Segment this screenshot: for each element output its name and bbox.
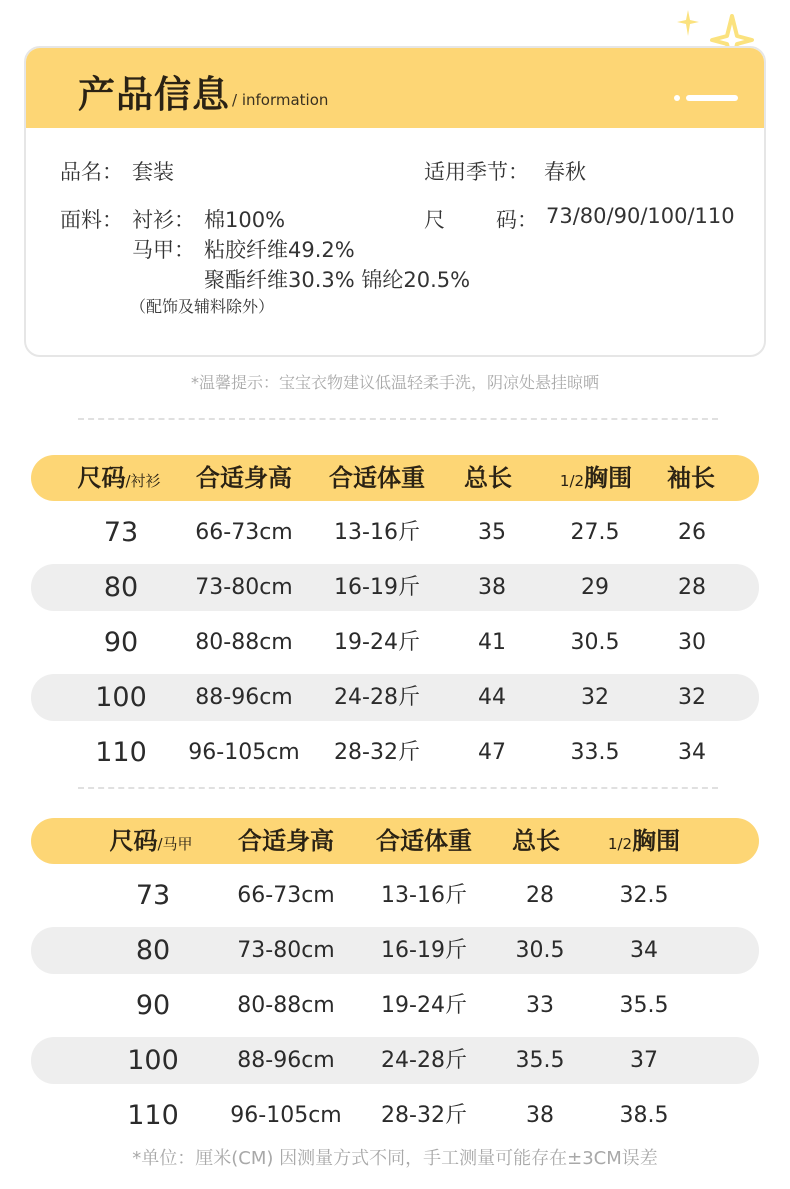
header-weight: 合适体重 (376, 827, 472, 855)
shirt-value: 棉100% (204, 208, 286, 232)
cell-length: 30.5 (515, 938, 565, 963)
table-row (31, 1037, 759, 1084)
table-row (31, 1092, 759, 1139)
size-label-a: 尺 (424, 208, 445, 232)
vest-size-table (31, 818, 759, 1139)
cell-size: 80 (135, 935, 171, 966)
cell-chest: 34 (630, 938, 658, 963)
cell-weight: 24-28斤 (334, 685, 420, 710)
name-label: 品名： (60, 160, 123, 184)
fabric-label: 面料： (60, 208, 123, 232)
cell-height: 73-80cm (237, 938, 335, 963)
cell-height: 80-88cm (195, 630, 293, 655)
table-header (31, 818, 759, 864)
table-row (31, 564, 759, 611)
size-label-b: 码： (496, 208, 538, 232)
cell-size: 110 (127, 1100, 179, 1131)
cell-length: 33 (526, 993, 554, 1018)
cell-height: 96-105cm (188, 740, 300, 765)
cell-sleeve: 26 (678, 520, 706, 545)
cell-weight: 16-19斤 (334, 575, 420, 600)
cell-height: 66-73cm (195, 520, 293, 545)
cell-length: 35.5 (515, 1048, 565, 1073)
cell-size: 73 (135, 880, 171, 911)
cell-chest: 33.5 (570, 740, 620, 765)
table-header (31, 455, 759, 501)
cell-height: 73-80cm (195, 575, 293, 600)
fabric-note: （配饰及辅料除外） (130, 297, 275, 316)
cell-length: 35 (478, 520, 506, 545)
cell-weight: 19-24斤 (334, 630, 420, 655)
header-length: 总长 (512, 827, 560, 855)
cell-height: 88-96cm (237, 1048, 335, 1073)
table-row (31, 509, 759, 556)
measurement-footnote: *单位：厘米(CM) 因测量方式不同，手工测量可能存在±3CM误差 (132, 1148, 658, 1169)
header-chest: 1/2胸围 (559, 464, 633, 492)
cell-size: 90 (135, 990, 171, 1021)
table-row (31, 729, 759, 776)
cell-weight: 19-24斤 (381, 993, 467, 1018)
header-bar (686, 95, 738, 101)
info-header (26, 48, 764, 128)
cell-sleeve: 34 (678, 740, 706, 765)
cell-length: 41 (478, 630, 506, 655)
cell-size: 80 (103, 572, 139, 603)
table-row (31, 927, 759, 974)
header-size: 尺码/衬衫 (77, 464, 161, 492)
cell-size: 110 (95, 737, 147, 768)
header-dot (674, 95, 680, 101)
table-row (31, 619, 759, 666)
season-value: 春秋 (544, 160, 586, 184)
cell-length: 47 (478, 740, 506, 765)
cell-height: 88-96cm (195, 685, 293, 710)
cell-weight: 24-28斤 (381, 1048, 467, 1073)
vest-label: 马甲： (132, 238, 195, 262)
cell-weight: 28-32斤 (381, 1103, 467, 1128)
vest-value-1: 粘胶纤维49.2% (204, 238, 355, 262)
cell-height: 96-105cm (230, 1103, 342, 1128)
cell-weight: 28-32斤 (334, 740, 420, 765)
cell-weight: 13-16斤 (381, 883, 467, 908)
size-value: 73/80/90/100/110 (546, 204, 735, 228)
cell-size: 100 (95, 682, 147, 713)
cell-chest: 35.5 (619, 993, 669, 1018)
vest-rows (31, 872, 759, 1139)
header-size: 尺码/马甲 (109, 827, 193, 855)
info-title: 产品信息 (78, 73, 230, 116)
header-chest: 1/2胸围 (607, 827, 681, 855)
shirt-size-table (31, 455, 759, 776)
washing-tip: *温馨提示：宝宝衣物建议低温轻柔手洗，阴凉处悬挂晾晒 (190, 373, 599, 392)
table-row (31, 674, 759, 721)
product-info-card (24, 46, 766, 357)
cell-chest: 38.5 (619, 1103, 669, 1128)
header-weight: 合适体重 (329, 464, 425, 492)
season-label: 适用季节： (424, 160, 529, 184)
header-length: 总长 (464, 464, 512, 492)
header-sleeve: 袖长 (667, 464, 715, 492)
cell-chest: 32 (581, 685, 609, 710)
vest-value-2: 聚酯纤维30.3% 锦纶20.5% (204, 268, 471, 292)
header-height: 合适身高 (238, 827, 334, 855)
cell-size: 73 (103, 517, 139, 548)
cell-size: 100 (127, 1045, 179, 1076)
cell-sleeve: 28 (678, 575, 706, 600)
divider (78, 418, 718, 420)
cell-chest: 37 (630, 1048, 658, 1073)
cell-height: 80-88cm (237, 993, 335, 1018)
cell-chest: 29 (581, 575, 609, 600)
name-value: 套装 (132, 160, 174, 184)
cell-length: 38 (526, 1103, 554, 1128)
cell-size: 90 (103, 627, 139, 658)
shirt-label: 衬衫： (132, 208, 195, 232)
cell-length: 44 (478, 685, 506, 710)
cell-sleeve: 30 (678, 630, 706, 655)
cell-height: 66-73cm (237, 883, 335, 908)
cell-weight: 16-19斤 (381, 938, 467, 963)
info-subtitle: / information (232, 91, 329, 109)
table-row (31, 982, 759, 1029)
cell-chest: 27.5 (570, 520, 620, 545)
table-row (31, 872, 759, 919)
cell-sleeve: 32 (678, 685, 706, 710)
divider (78, 787, 718, 789)
cell-chest: 30.5 (570, 630, 620, 655)
header-height: 合适身高 (196, 464, 292, 492)
cell-chest: 32.5 (619, 883, 669, 908)
shirt-rows (31, 509, 759, 776)
cell-weight: 13-16斤 (334, 520, 420, 545)
cell-length: 28 (526, 883, 554, 908)
cell-length: 38 (478, 575, 506, 600)
